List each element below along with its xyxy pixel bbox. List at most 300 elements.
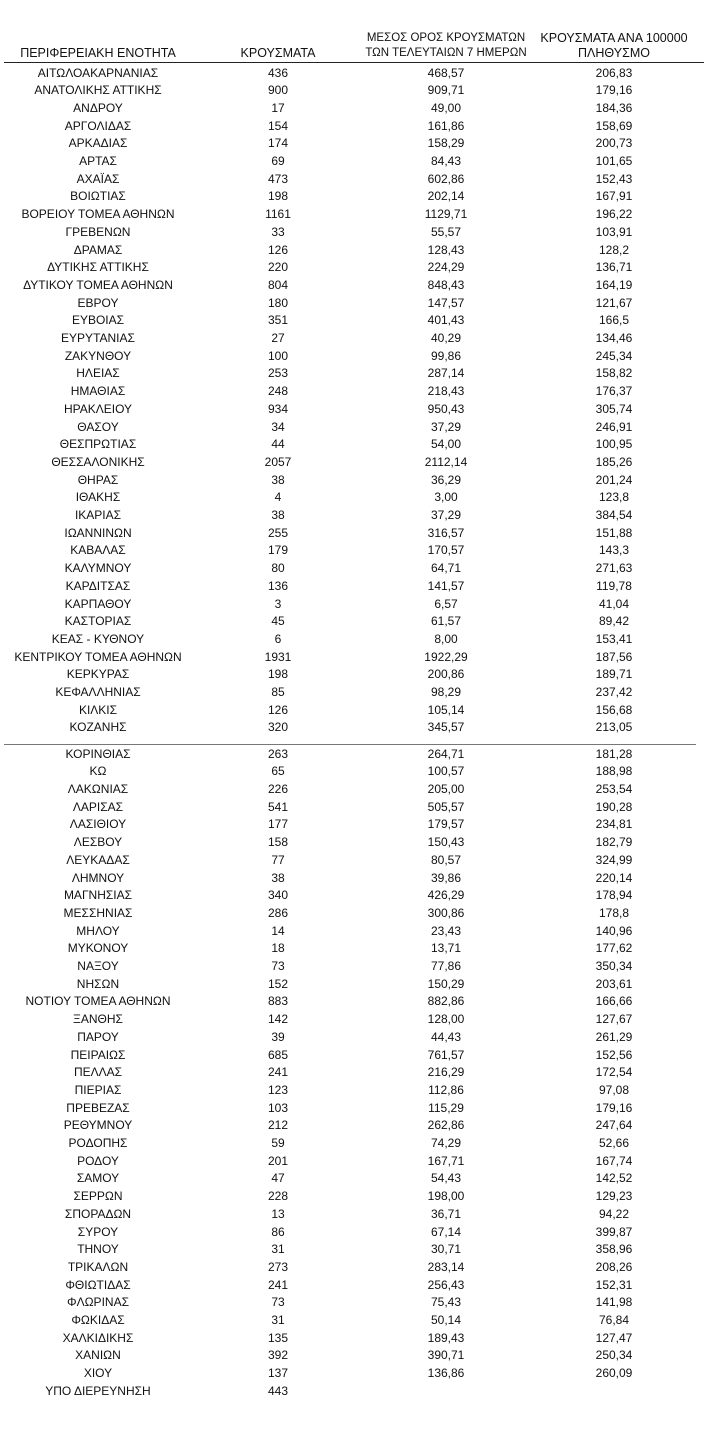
- per-100k-cell: 260,09: [595, 1366, 633, 1381]
- per-100k-cell: 167,74: [595, 1153, 633, 1168]
- seven-day-avg-cell: 54,00: [430, 437, 462, 452]
- region-cell: ΦΘΙΩΤΙΔΑΣ: [65, 1277, 131, 1292]
- region-cell: ΛΑΡΙΣΑΣ: [72, 799, 124, 814]
- table-row: [0, 1294, 706, 1312]
- seven-day-avg-cell: 2112,14: [424, 454, 468, 469]
- per-100k-cell: 134,46: [595, 331, 633, 345]
- table-row: [0, 1206, 706, 1224]
- cases-cell: 123: [267, 1082, 289, 1097]
- seven-day-avg-cell: 202,14: [427, 189, 465, 204]
- per-100k-cell: 185,26: [595, 454, 633, 469]
- cases-cell: 226: [267, 782, 289, 796]
- per-100k-cell: 245,34: [595, 348, 633, 363]
- table-row: [0, 82, 706, 100]
- cases-cell: 31: [271, 1313, 285, 1327]
- seven-day-avg-cell: 189,43: [427, 1330, 465, 1345]
- cases-cell: 198: [267, 189, 289, 204]
- cases-cell: 179: [267, 543, 289, 558]
- cases-cell: 126: [267, 702, 289, 717]
- region-cell: ΥΠΟ ΔΙΕΡΕΥΝΗΣΗ: [45, 1383, 151, 1398]
- header-region: [4, 46, 192, 61]
- cases-cell: 31: [271, 1242, 285, 1257]
- table-row: [0, 666, 706, 684]
- region-cell: ΘΕΣΣΑΛΟΝΙΚΗΣ: [51, 454, 145, 469]
- cases-cell: 18: [271, 941, 285, 956]
- cases-cell: 27: [271, 331, 285, 345]
- seven-day-avg-cell: 98,29: [430, 685, 462, 699]
- per-100k-cell: 234,81: [595, 817, 633, 832]
- cases-cell: 1161: [265, 207, 291, 222]
- cases-cell: 3: [274, 596, 282, 611]
- table-row: [0, 295, 706, 313]
- region-cell: ΙΘΑΚΗΣ: [75, 490, 121, 505]
- region-cell: ΧΙΟΥ: [83, 1366, 113, 1381]
- table-row: [0, 330, 706, 348]
- region-cell: ΗΜΑΘΙΑΣ: [70, 384, 126, 399]
- region-cell: ΠΑΡΟΥ: [77, 1029, 119, 1044]
- table-row: [0, 1117, 706, 1135]
- per-100k-cell: 176,37: [595, 384, 633, 399]
- cases-cell: 255: [267, 525, 289, 540]
- region-cell: ΑΡΤΑΣ: [79, 154, 117, 168]
- seven-day-avg-cell: 262,86: [427, 1118, 465, 1133]
- cases-cell: 4: [274, 490, 282, 505]
- cases-cell: 241: [267, 1277, 289, 1292]
- cases-cell: 220: [267, 260, 289, 275]
- cases-cell: 154: [267, 118, 289, 133]
- per-100k-cell: 166,5: [598, 313, 630, 328]
- table-row: [0, 242, 706, 260]
- region-cell: ΦΛΩΡΙΝΑΣ: [67, 1295, 129, 1310]
- table-row: [0, 436, 706, 454]
- cases-cell: 158: [267, 835, 289, 850]
- region-cell: ΚΑΡΠΑΘΟΥ: [64, 596, 132, 611]
- cases-cell: 685: [267, 1047, 289, 1062]
- region-cell: ΠΕΙΡΑΙΩΣ: [70, 1047, 126, 1062]
- cases-cell: 137: [267, 1366, 289, 1381]
- table-row: [0, 613, 706, 631]
- per-100k-cell: 140,96: [595, 923, 633, 938]
- per-100k-cell: 246,91: [595, 419, 633, 434]
- cases-cell: 38: [271, 870, 285, 885]
- table-row: [0, 746, 706, 764]
- per-100k-cell: 143,3: [598, 543, 630, 558]
- region-cell: ΘΕΣΠΡΩΤΙΑΣ: [59, 437, 137, 452]
- table-row: [0, 852, 706, 870]
- region-cell: ΧΑΝΙΩΝ: [75, 1348, 121, 1363]
- region-cell: ΚΕΑΣ - ΚΥΘΝΟΥ: [51, 631, 145, 646]
- region-cell: ΔΥΤΙΚΟΥ ΤΟΜΕΑ ΑΘΗΝΩΝ: [23, 277, 173, 292]
- seven-day-avg-cell: 147,57: [427, 295, 465, 310]
- per-100k-cell: 156,68: [595, 702, 633, 717]
- per-100k-cell: 152,31: [595, 1277, 633, 1292]
- per-100k-cell: 208,26: [595, 1259, 633, 1274]
- cases-cell: 286: [267, 905, 289, 920]
- region-cell: ΚΙΛΚΙΣ: [78, 702, 118, 717]
- region-cell: ΙΚΑΡΙΑΣ: [74, 508, 122, 522]
- table-row: [0, 1029, 706, 1047]
- region-cell: ΖΑΚΥΝΘΟΥ: [64, 348, 132, 363]
- region-cell: ΝΑΞΟΥ: [77, 959, 119, 973]
- table-row: [0, 365, 706, 383]
- cases-cell: 320: [267, 720, 289, 735]
- seven-day-avg-cell: 128,00: [427, 1012, 465, 1027]
- region-cell: ΚΕΡΚΥΡΑΣ: [66, 667, 130, 682]
- header-cases-label: ΚΡΟΥΣΜΑΤΑ: [240, 46, 316, 60]
- per-100k-cell: 52,66: [598, 1136, 630, 1150]
- per-100k-cell: 271,63: [595, 561, 633, 576]
- cases-cell: 73: [271, 959, 285, 973]
- table-row: [0, 489, 706, 507]
- cases-cell: 253: [267, 366, 289, 381]
- region-cell: ΔΡΑΜΑΣ: [73, 242, 123, 257]
- cases-cell: 80: [271, 561, 285, 576]
- per-100k-cell: 152,43: [595, 171, 633, 186]
- region-cell: ΡΟΔΟΥ: [77, 1153, 119, 1168]
- per-100k-cell: 190,28: [595, 799, 633, 814]
- per-100k-cell: 152,56: [595, 1047, 633, 1062]
- per-100k-cell: 119,78: [596, 578, 632, 593]
- cases-cell: 804: [267, 277, 289, 292]
- seven-day-avg-cell: 80,57: [430, 852, 462, 867]
- per-100k-cell: 182,79: [595, 835, 633, 850]
- table-row: [0, 816, 706, 834]
- seven-day-avg-cell: 112,86: [428, 1082, 464, 1097]
- per-100k-cell: 94,22: [598, 1206, 630, 1221]
- per-100k-cell: 101,65: [595, 154, 633, 168]
- table-row: [0, 1011, 706, 1029]
- region-cell: ΛΕΣΒΟΥ: [73, 835, 123, 850]
- region-cell: ΜΥΚΟΝΟΥ: [67, 941, 129, 956]
- per-100k-cell: 103,91: [595, 224, 633, 239]
- per-100k-cell: 141,98: [595, 1295, 633, 1310]
- cases-cell: 2057: [264, 454, 292, 469]
- per-100k-cell: 178,94: [595, 888, 633, 903]
- cases-cell: 1931: [264, 649, 292, 664]
- header-divider: [4, 62, 704, 63]
- per-100k-cell: 158,69: [595, 118, 633, 133]
- seven-day-avg-cell: 115,29: [428, 1100, 464, 1115]
- cases-cell: 177: [267, 817, 289, 832]
- per-100k-cell: 76,84: [598, 1313, 630, 1327]
- header-avg-line1: ΜΕΣΟΣ ΟΡΟΣ ΚΡΟΥΣΜΑΤΩΝ: [366, 32, 526, 44]
- seven-day-avg-cell: 74,29: [430, 1136, 462, 1150]
- per-100k-cell: 127,67: [595, 1012, 633, 1027]
- region-cell: ΗΛΕΙΑΣ: [76, 366, 120, 381]
- table-row: [0, 1241, 706, 1259]
- cases-cell: 248: [267, 384, 289, 399]
- table-row: [0, 206, 706, 224]
- cases-cell: 436: [267, 65, 289, 80]
- per-100k-cell: 399,87: [595, 1224, 633, 1239]
- cases-cell: 263: [267, 746, 289, 761]
- per-100k-cell: 350,34: [595, 959, 633, 973]
- region-cell: ΗΡΑΚΛΕΙΟΥ: [63, 401, 133, 416]
- table-row: [0, 401, 706, 419]
- region-cell: ΛΑΚΩΝΙΑΣ: [67, 782, 129, 796]
- seven-day-avg-cell: 848,43: [427, 277, 465, 292]
- table-row: [0, 383, 706, 401]
- cases-cell: 136: [267, 578, 289, 593]
- seven-day-avg-cell: 49,00: [430, 100, 462, 115]
- cases-cell: 65: [271, 764, 285, 779]
- table-row: [0, 348, 706, 366]
- region-cell: ΛΕΥΚΑΔΑΣ: [66, 852, 130, 867]
- table-row: [0, 472, 706, 490]
- seven-day-avg-cell: 136,86: [427, 1366, 465, 1381]
- region-cell: ΜΑΓΝΗΣΙΑΣ: [63, 888, 133, 903]
- seven-day-avg-cell: 224,29: [427, 260, 465, 275]
- region-cell: ΔΥΤΙΚΗΣ ΑΤΤΙΚΗΣ: [47, 260, 149, 275]
- cases-cell: 39: [271, 1029, 285, 1044]
- cases-cell: 900: [267, 83, 289, 98]
- per-100k-cell: 178,8: [598, 905, 630, 920]
- seven-day-avg-cell: 167,71: [427, 1153, 465, 1168]
- table-row: [0, 454, 706, 472]
- table-row: [0, 870, 706, 888]
- seven-day-avg-cell: 602,86: [427, 171, 465, 186]
- region-cell: ΠΙΕΡΙΑΣ: [74, 1082, 122, 1097]
- region-cell: ΠΕΛΛΑΣ: [73, 1065, 123, 1080]
- cases-cell: 340: [267, 888, 289, 903]
- seven-day-avg-cell: 198,00: [427, 1189, 465, 1204]
- cases-cell: 59: [271, 1136, 285, 1150]
- seven-day-avg-cell: 3,00: [434, 490, 458, 505]
- per-100k-cell: 100,95: [595, 437, 633, 452]
- cases-cell: 174: [267, 136, 289, 151]
- seven-day-avg-cell: 158,29: [427, 136, 465, 151]
- per-100k-cell: 250,34: [595, 1348, 633, 1363]
- cases-cell: 212: [267, 1118, 289, 1133]
- cases-cell: 473: [267, 171, 289, 186]
- per-100k-cell: 123,8: [598, 490, 630, 505]
- cases-cell: 541: [267, 799, 289, 814]
- seven-day-avg-cell: 401,43: [427, 313, 465, 328]
- per-100k-cell: 167,91: [595, 189, 633, 204]
- per-100k-cell: 121,67: [595, 295, 633, 310]
- region-cell: ΧΑΛΚΙΔΙΚΗΣ: [62, 1330, 134, 1345]
- cases-cell: 13: [271, 1206, 285, 1221]
- seven-day-avg-cell: 8,00: [434, 631, 458, 646]
- seven-day-avg-cell: 345,57: [427, 720, 465, 735]
- cases-cell: 126: [267, 242, 289, 257]
- cases-cell: 47: [271, 1171, 285, 1186]
- cases-cell: 45: [271, 614, 285, 629]
- seven-day-avg-cell: 761,57: [427, 1047, 465, 1062]
- per-100k-cell: 196,22: [595, 207, 633, 222]
- cases-cell: 77: [271, 852, 285, 867]
- seven-day-avg-cell: 300,86: [427, 905, 465, 920]
- seven-day-avg-cell: 84,43: [430, 154, 462, 168]
- seven-day-avg-cell: 505,57: [427, 799, 465, 814]
- seven-day-avg-cell: 44,43: [430, 1029, 462, 1044]
- table-row: [0, 259, 706, 277]
- region-cell: ΤΡΙΚΑΛΩΝ: [67, 1259, 129, 1274]
- region-cell: ΑΧΑΪΑΣ: [76, 171, 120, 186]
- header-region-label: ΠΕΡΙΦΕΡΕΙΑΚΗ ΕΝΟΤΗΤΑ: [20, 46, 176, 60]
- seven-day-avg-cell: 468,57: [427, 65, 465, 80]
- table-row: [0, 1224, 706, 1242]
- seven-day-avg-cell: 950,43: [427, 401, 465, 416]
- cases-cell: 934: [267, 401, 289, 416]
- header-per100k-line1: ΚΡΟΥΣΜΑΤΑ ΑΝΑ 100000: [540, 31, 688, 45]
- cases-cell: 38: [271, 472, 285, 487]
- table-row: [0, 1188, 706, 1206]
- table-row: [0, 224, 706, 242]
- seven-day-avg-cell: 30,71: [430, 1242, 462, 1257]
- region-cell: ΣΥΡΟΥ: [77, 1224, 119, 1239]
- table-row: [0, 958, 706, 976]
- table-row: [0, 1383, 706, 1401]
- seven-day-avg-cell: 287,14: [427, 366, 465, 381]
- table-row: [0, 799, 706, 817]
- seven-day-avg-cell: 75,43: [430, 1295, 462, 1310]
- seven-day-avg-cell: 99,86: [430, 348, 462, 363]
- seven-day-avg-cell: 170,57: [427, 543, 465, 558]
- cases-cell: 73: [271, 1295, 285, 1310]
- seven-day-avg-cell: 264,71: [427, 746, 465, 761]
- header-avg-line2: ΤΩΝ ΤΕΛΕΥΤΑΙΩΝ 7 ΗΜΕΡΩΝ: [365, 47, 527, 59]
- per-100k-cell: 129,23: [595, 1189, 633, 1204]
- table-row: [0, 905, 706, 923]
- cases-cell: 38: [271, 508, 285, 522]
- per-100k-cell: 41,04: [598, 596, 630, 611]
- cases-cell: 14: [271, 923, 285, 938]
- seven-day-avg-cell: 6,57: [434, 596, 458, 611]
- region-cell: ΑΙΤΩΛΟΑΚΑΡΝΑΝΙΑΣ: [37, 65, 159, 80]
- table-row: [0, 1153, 706, 1171]
- seven-day-avg-cell: 1129,71: [424, 207, 468, 222]
- table-row: [0, 135, 706, 153]
- table-row: [0, 1047, 706, 1065]
- table-row: [0, 277, 706, 295]
- seven-day-avg-cell: 67,14: [430, 1224, 462, 1239]
- region-cell: ΚΑΣΤΟΡΙΑΣ: [64, 614, 132, 629]
- seven-day-avg-cell: 283,14: [427, 1259, 465, 1274]
- table-row: [0, 188, 706, 206]
- header-per100k-line2: ΠΛΗΘΥΣΜΟ: [578, 46, 650, 60]
- per-100k-cell: 203,61: [595, 976, 633, 991]
- region-cell: ΚΩ: [89, 764, 107, 779]
- region-cell: ΒΟΙΩΤΙΑΣ: [70, 189, 126, 204]
- table-row: [0, 560, 706, 578]
- per-100k-cell: 177,62: [595, 941, 633, 956]
- per-100k-cell: 201,24: [595, 472, 633, 487]
- header-seven-day-average: [356, 31, 536, 61]
- per-100k-cell: 136,71: [595, 260, 633, 275]
- seven-day-avg-cell: 141,57: [427, 578, 465, 593]
- table-row: [0, 1259, 706, 1277]
- table-row: [0, 940, 706, 958]
- table-row: [0, 684, 706, 702]
- per-100k-cell: 128,2: [598, 242, 630, 257]
- cases-cell: 198: [267, 667, 289, 682]
- cases-cell: 33: [271, 224, 285, 239]
- region-cell: ΝΗΣΩΝ: [76, 976, 120, 991]
- table-row: [0, 312, 706, 330]
- per-100k-cell: 153,41: [595, 631, 633, 646]
- cases-cell: 142: [267, 1012, 289, 1027]
- seven-day-avg-cell: 426,29: [427, 888, 465, 903]
- table-row: [0, 1312, 706, 1330]
- cases-cell: 273: [267, 1259, 289, 1274]
- table-row: [0, 1277, 706, 1295]
- region-cell: ΑΡΓΟΛΙΔΑΣ: [64, 118, 132, 133]
- cases-cell: 228: [267, 1189, 289, 1204]
- table-row: [0, 507, 706, 525]
- seven-day-avg-cell: 105,14: [427, 702, 465, 717]
- region-cell: ΣΕΡΡΩΝ: [73, 1189, 123, 1204]
- table-row: [0, 542, 706, 560]
- per-100k-cell: 179,16: [595, 1100, 633, 1115]
- table-row: [0, 419, 706, 437]
- region-cell: ΓΡΕΒΕΝΩΝ: [65, 224, 131, 239]
- cases-cell: 392: [267, 1348, 289, 1363]
- cases-cell: 443: [267, 1383, 289, 1398]
- cases-cell: 6: [274, 631, 282, 646]
- cases-cell: 34: [271, 419, 285, 434]
- table-row: [0, 887, 706, 905]
- cases-cell: 100: [267, 348, 289, 363]
- cases-cell: 241: [267, 1065, 289, 1080]
- seven-day-avg-cell: 390,71: [427, 1348, 465, 1363]
- per-100k-cell: 261,29: [595, 1029, 633, 1044]
- per-100k-cell: 142,52: [595, 1171, 633, 1186]
- cases-cell: 86: [271, 1224, 285, 1239]
- table-row: [0, 100, 706, 118]
- seven-day-avg-cell: 36,29: [430, 472, 462, 487]
- region-cell: ΚΕΝΤΡΙΚΟΥ ΤΟΜΕΑ ΑΘΗΝΩΝ: [14, 649, 182, 664]
- seven-day-avg-cell: 909,71: [427, 83, 465, 98]
- table-row: [0, 171, 706, 189]
- region-cell: ΡΟΔΟΠΗΣ: [68, 1136, 128, 1150]
- table-row: [0, 993, 706, 1011]
- per-100k-cell: 172,54: [595, 1065, 633, 1080]
- seven-day-avg-cell: 36,71: [430, 1206, 462, 1221]
- seven-day-avg-cell: 37,29: [430, 419, 462, 434]
- region-cell: ΚΑΡΔΙΤΣΑΣ: [65, 578, 131, 593]
- per-100k-cell: 127,47: [595, 1330, 633, 1345]
- cases-cell: 201: [267, 1153, 289, 1168]
- seven-day-avg-cell: 150,29: [427, 976, 465, 991]
- table-row: [0, 153, 706, 171]
- seven-day-avg-cell: 61,57: [430, 614, 462, 629]
- region-cell: ΣΠΟΡΑΔΩΝ: [64, 1206, 132, 1221]
- per-100k-cell: 97,08: [598, 1082, 630, 1097]
- seven-day-avg-cell: 161,86: [427, 118, 465, 133]
- table-row: [0, 578, 706, 596]
- table-row: [0, 65, 706, 83]
- table-row: [0, 702, 706, 720]
- table-row: [0, 649, 706, 667]
- seven-day-avg-cell: 13,71: [430, 941, 462, 956]
- seven-day-avg-cell: 40,29: [430, 331, 462, 345]
- seven-day-avg-cell: 1922,29: [424, 649, 468, 664]
- per-100k-cell: 247,64: [595, 1118, 633, 1133]
- region-cell: ΑΡΚΑΔΙΑΣ: [68, 136, 128, 151]
- per-100k-cell: 189,71: [595, 667, 633, 682]
- seven-day-avg-cell: 37,29: [430, 508, 462, 522]
- table-row: [0, 1064, 706, 1082]
- per-100k-cell: 179,16: [595, 83, 633, 98]
- per-100k-cell: 384,54: [595, 508, 633, 522]
- seven-day-avg-cell: 218,43: [427, 384, 465, 399]
- seven-day-avg-cell: 128,43: [427, 242, 465, 257]
- seven-day-avg-cell: 150,43: [427, 835, 465, 850]
- seven-day-avg-cell: 205,00: [427, 782, 465, 796]
- table-row: [0, 781, 706, 799]
- table-row: [0, 596, 706, 614]
